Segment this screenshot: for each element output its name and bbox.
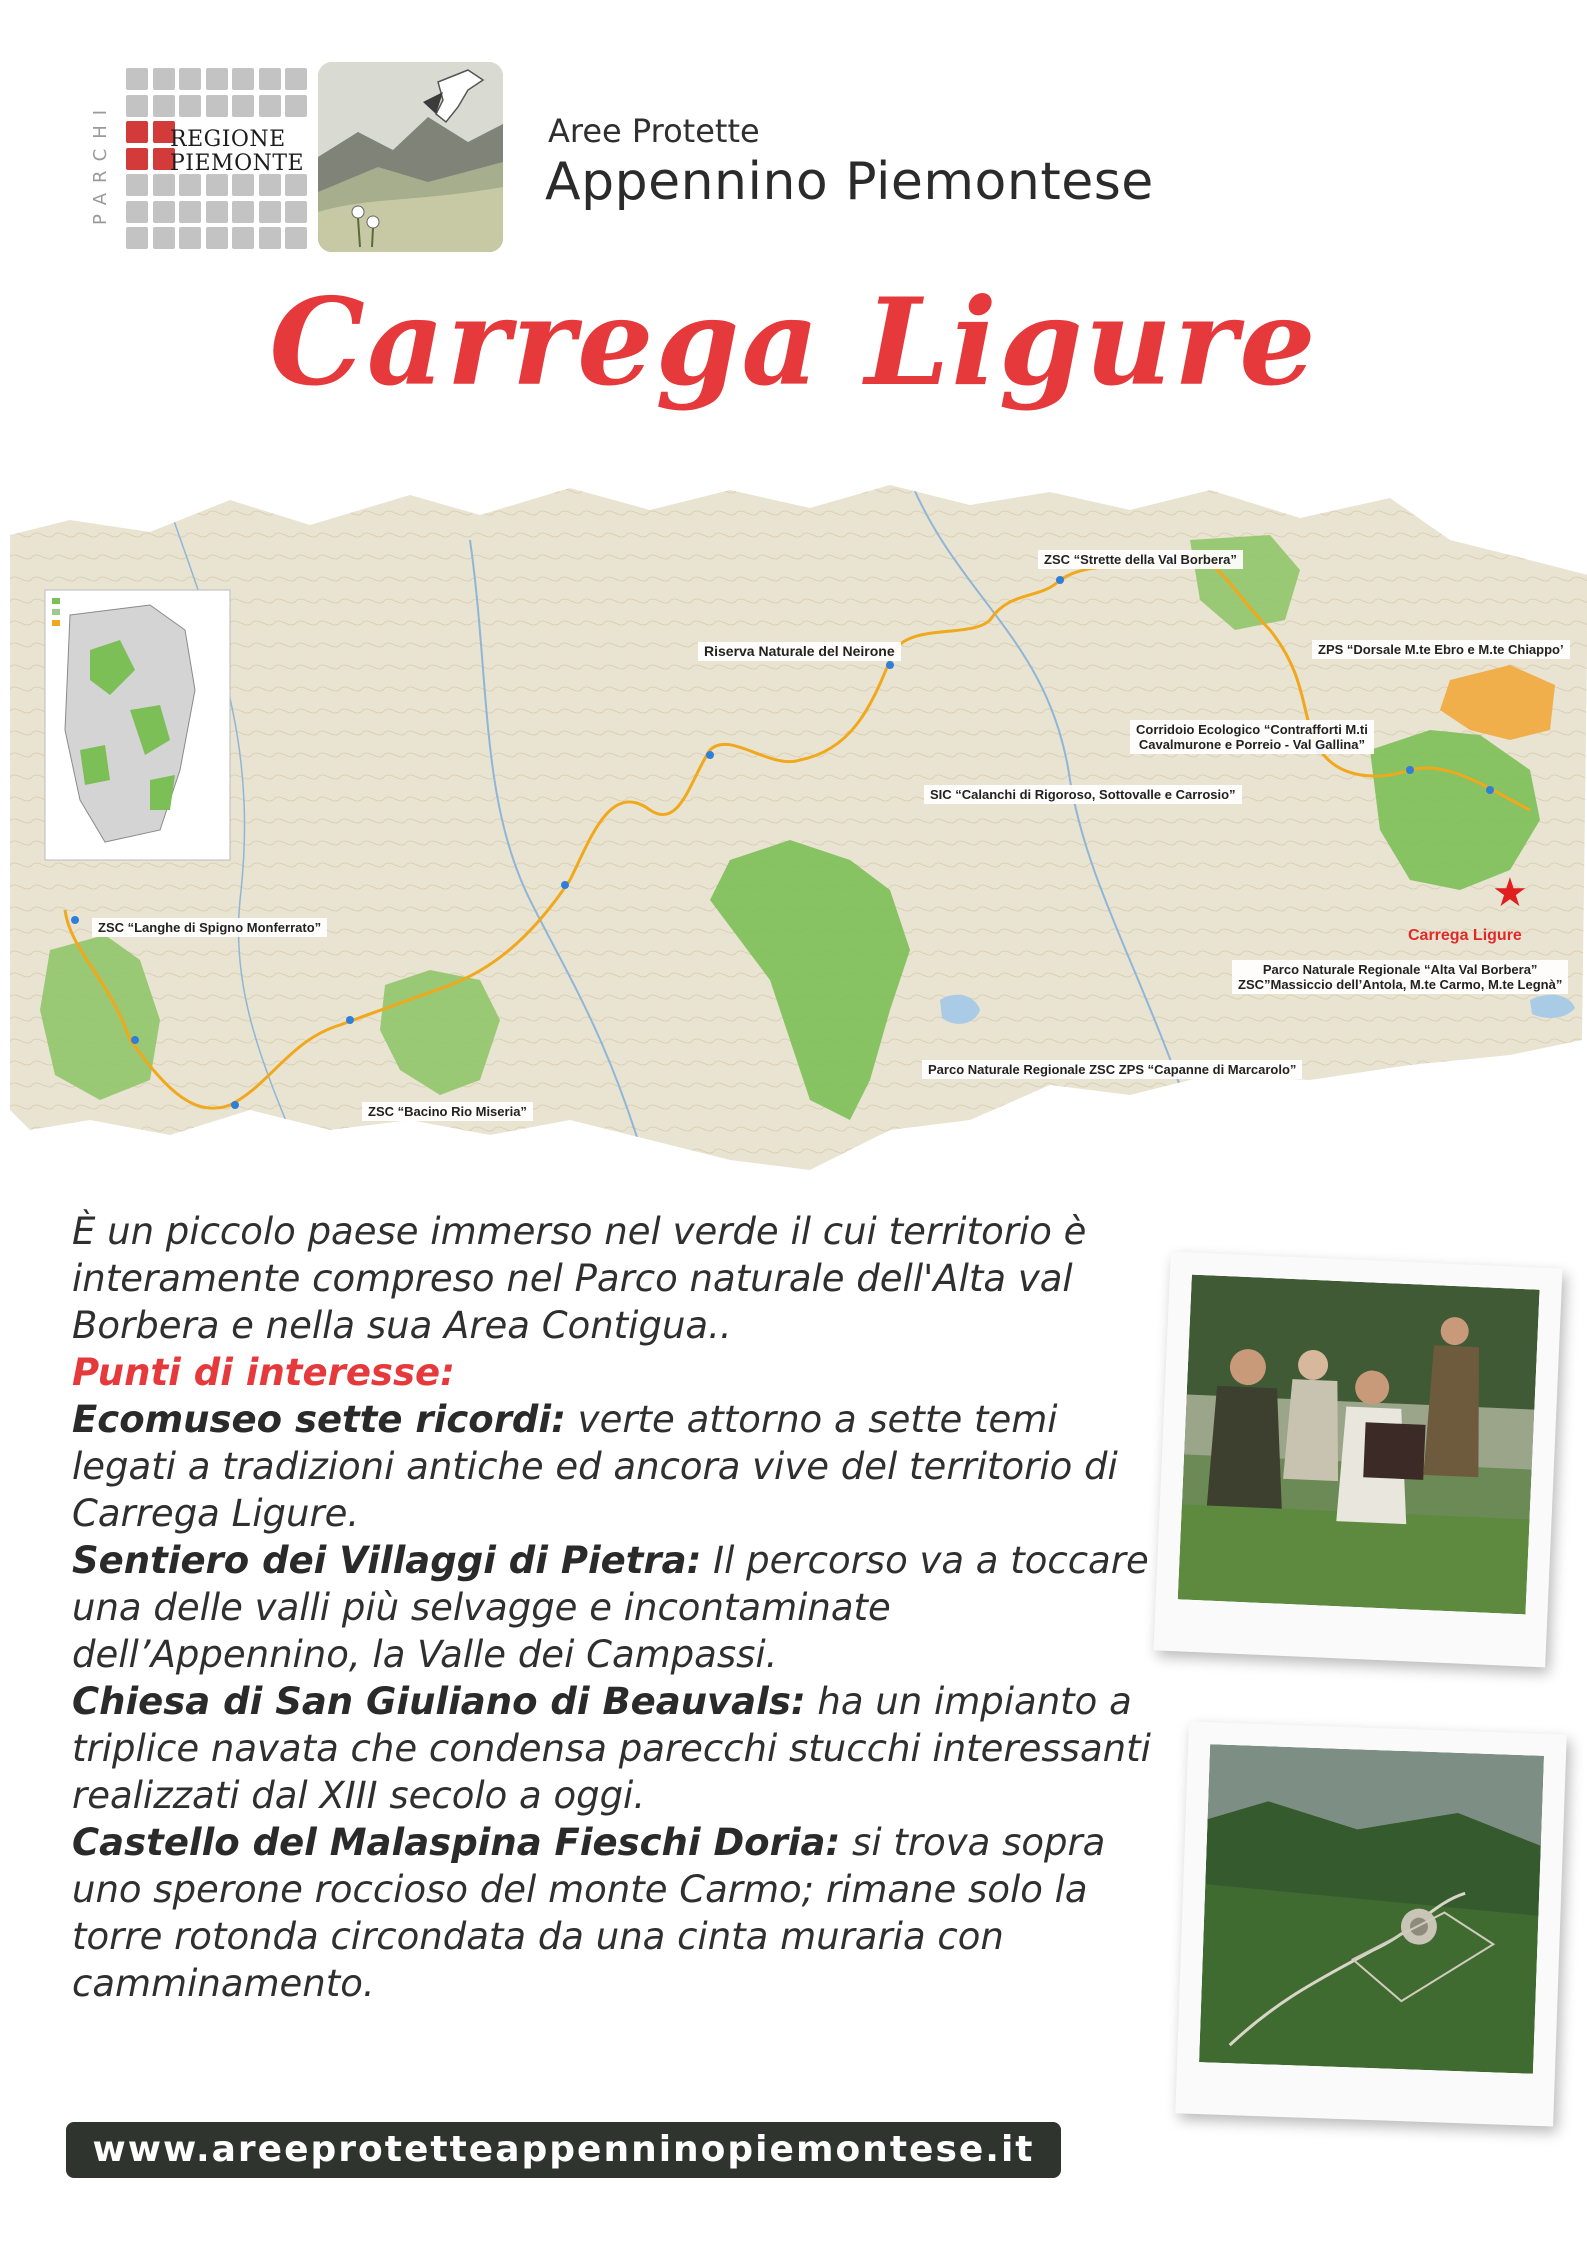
logo-grid-square: [126, 227, 148, 249]
logo-grid-square: [232, 227, 254, 249]
polaroid-musicians-photo: [1153, 1252, 1562, 1668]
map-label-neirone: Riserva Naturale del Neirone: [698, 642, 901, 661]
logo-grid-square: [153, 201, 175, 223]
park-mountain-logo: [318, 62, 503, 252]
logo-grid-square: [285, 201, 307, 223]
logo-grid-square: [259, 201, 281, 223]
map-label-dorsale: ZPS “Dorsale M.te Ebro e M.te Chiappo’: [1312, 640, 1570, 659]
poi-name: Sentiero dei Villaggi di Pietra:: [72, 1539, 702, 1582]
polaroid-castle-photo: [1175, 1722, 1566, 2127]
map-label-capanne: Parco Naturale Regionale ZSC ZPS “Capanne di Marcarolo”: [922, 1060, 1302, 1079]
logo-grid-square: [153, 227, 175, 249]
logo-grid-square: [259, 174, 281, 196]
logo-grid-square: [153, 174, 175, 196]
carrega-star-icon: ★: [1492, 870, 1528, 916]
logo-grid-square: [259, 227, 281, 249]
region-line-2: PIEMONTE: [170, 151, 305, 176]
musicians-photo: [1178, 1275, 1540, 1615]
map-label-langhe: ZSC “Langhe di Spigno Monferrato”: [92, 918, 327, 937]
logo-grid-square: [259, 68, 281, 90]
logo-grid-square: [206, 201, 228, 223]
poi-item: [72, 1537, 1167, 1678]
logo-grid-square: [126, 121, 148, 143]
brand-subtitle: Aree Protette: [548, 112, 760, 150]
poi-desc: Il percorso va a toccare una delle valli più selvagge e incontaminate dell’Appennino, la Valle dei Campassi.: [72, 1539, 1149, 1676]
logo-grid-square: [206, 227, 228, 249]
logo-grid-square: [232, 174, 254, 196]
intro-paragraph: È un piccolo paese immerso nel verde il cui territorio è interamente compreso nel Parco naturale dell'Alta val Borbera e nella sua Area Contigua..: [72, 1210, 1087, 1347]
website-url-link[interactable]: www.areeprotetteappenninopiemontese.it: [66, 2122, 1061, 2178]
parchi-vertical-label: PARCHI: [90, 99, 111, 225]
logo-grid-square: [179, 174, 201, 196]
logo-grid-square: [126, 174, 148, 196]
map-label-carrega: Carrega Ligure: [1408, 927, 1522, 944]
logo-grid-square: [285, 95, 307, 117]
logo-grid-square: [285, 174, 307, 196]
region-line-1: REGIONE: [170, 127, 286, 152]
logo-grid-square: [179, 68, 201, 90]
map-label-alta-val-borbera: Parco Naturale Regionale “Alta Val Borbera” ZSC”Massiccio dell’Antola, M.te Carmo, M.te Legnà”: [1232, 960, 1568, 994]
map-canvas: [10, 480, 1587, 1180]
map-label-calanchi: SIC “Calanchi di Rigoroso, Sottovalle e Carrosio”: [924, 785, 1242, 804]
poi-desc: verte attorno a sette temi legati a tradizioni antiche ed ancora vive del territorio di Carrega Ligure.: [72, 1398, 1118, 1535]
logo-grid-square: [179, 95, 201, 117]
logo-grid-square: [232, 201, 254, 223]
regione-piemonte-text: [170, 128, 304, 176]
poi-name: Chiesa di San Giuliano di Beauvals:: [72, 1680, 806, 1723]
logo-grid-square: [153, 95, 175, 117]
logo-grid-square: [232, 68, 254, 90]
description-text: [72, 1208, 1167, 2007]
map-label-corridoio: Corridoio Ecologico “Contrafforti M.ti Cavalmurone e Porreio - Val Gallina”: [1130, 720, 1374, 754]
logo-grid-square: [285, 68, 307, 90]
logo-grid-square: [206, 95, 228, 117]
logo-grid-square: [179, 201, 201, 223]
logo-grid-square: [232, 95, 254, 117]
protected-areas-map: [10, 480, 1587, 1180]
logo-grid-square: [206, 68, 228, 90]
inset-map: [45, 590, 230, 860]
poi-name: Ecomuseo sette ricordi:: [72, 1398, 566, 1441]
logo-grid-square: [126, 148, 148, 170]
logo-grid-square: [126, 201, 148, 223]
map-label-miseria: ZSC “Bacino Rio Miseria”: [362, 1102, 533, 1121]
poi-desc: si trova sopra uno sperone roccioso del monte Carmo; rimane solo la torre rotonda circondata da una cinta muraria con camminamento.: [72, 1821, 1106, 2005]
poi-name: Castello del Malaspina Fieschi Doria:: [72, 1821, 841, 1864]
logo-grid-square: [206, 174, 228, 196]
poi-desc: ha un impianto a triplice navata che condensa parecchi stucchi interessanti realizzati dal XIII secolo a oggi.: [72, 1680, 1151, 1817]
logo-grid-square: [126, 95, 148, 117]
page-title: Carrega Ligure: [269, 272, 1318, 413]
map-label-strette: ZSC “Strette della Val Borbera”: [1038, 550, 1243, 569]
logo-grid-square: [285, 227, 307, 249]
castle-aerial-photo: [1199, 1744, 1544, 2073]
logo-grid-square: [259, 95, 281, 117]
logo-grid-square: [153, 68, 175, 90]
poi-item: [72, 1819, 1167, 2007]
brand-title: Appennino Piemontese: [545, 152, 1154, 212]
logo-grid-square: [179, 227, 201, 249]
poi-heading: Punti di interesse:: [72, 1351, 455, 1394]
poi-item: [72, 1678, 1167, 1819]
logo-grid-square: [126, 68, 148, 90]
poi-item: [72, 1396, 1167, 1537]
